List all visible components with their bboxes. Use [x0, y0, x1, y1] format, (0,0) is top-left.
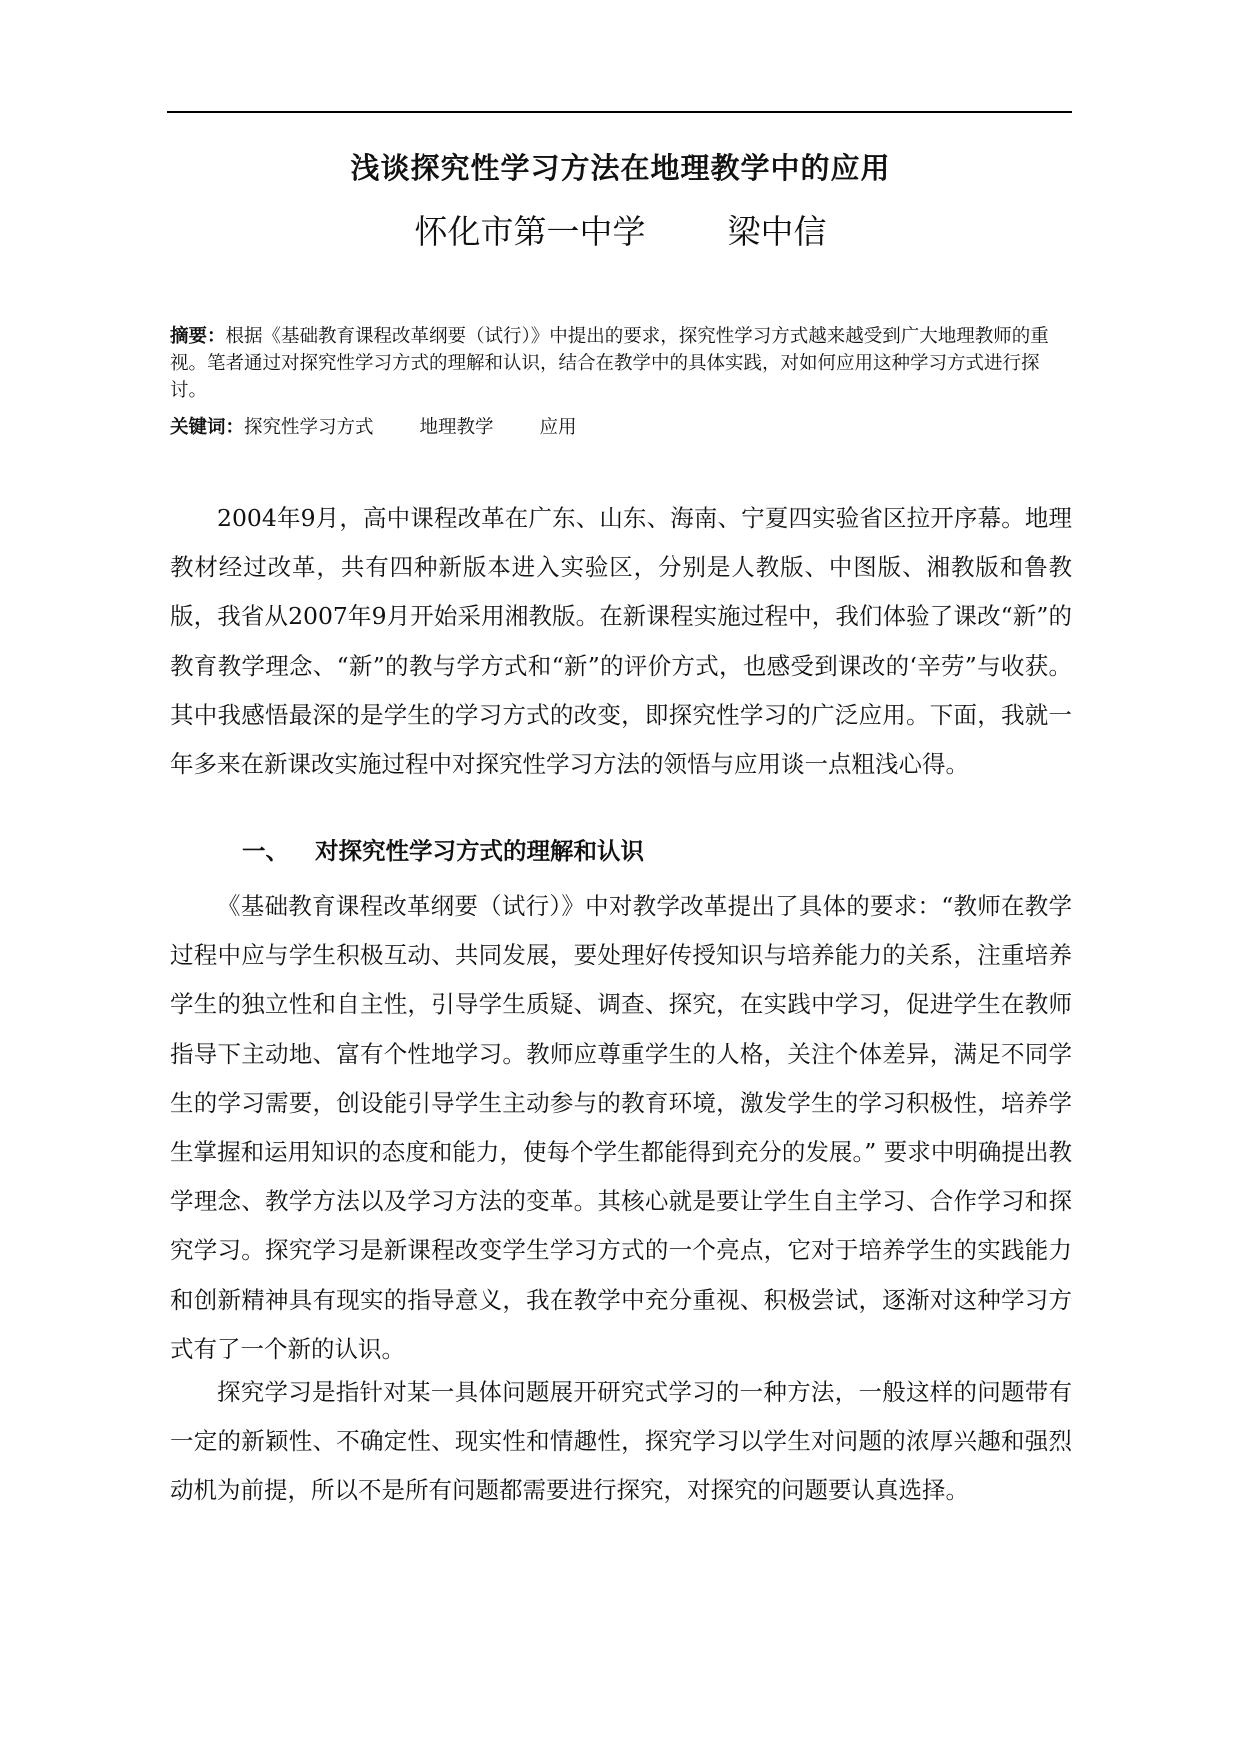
school-name: 怀化市第一中学 [414, 212, 646, 251]
abstract [170, 323, 1072, 404]
keyword-item: 探究性学习方式 [244, 417, 374, 438]
keywords-label: 关键词： [170, 417, 245, 438]
document-title: 浅谈探究性学习方法在地理教学中的应用 [350, 151, 891, 185]
body-paragraph: 探究学习是指针对某一具体问题展开研究式学习的一种方法，一般这样的问题带有一定的新颖性、不确定性、现实性和情趣性，探究学习以学生对问题的浓厚兴趣和强烈动机为前提，所以不是所有问题都需要进行探究，对探究的问题要认真选择。 [170, 1378, 1072, 1505]
author-name: 梁中信 [727, 212, 827, 251]
section-heading [242, 836, 644, 866]
body-paragraph: 《基础教育课程改革纲要（试行）》中对教学改革提出了具体的要求：“教师在教学过程中应与学生积极互动、共同发展，要处理好传授知识与培养能力的关系，注重培养学生的独立性和自主性，引导学生质疑、调查、探究，在实践中学习，促进学生在教师指导下主动地、富有个性地学习。教师应尊重学生的人格，关注个体差异，满足不同学生的学习需要，创设能引导学生主动参与的教育环境，激发学生的学习积极性，培养学生掌握和运用知识的态度和能力，使每个学生都能得到充分的发展。” 要求中明确提出教学理念、教学方法以及学习方法的变革。其核心就是要让学生自主学习、合作学习和探究学习。探究学习是新课程改变学生学习方式的一个亮点，它对于培养学生的实践能力和创新精神具有现实的指导意义，我在教学中充分重视、积极尝试，逐渐对这种学习方式有了一个新的认识。 [170, 892, 1072, 1363]
abstract-label: 摘要： [170, 326, 226, 347]
keyword-item: 应用 [539, 417, 577, 438]
keyword-item: 地理教学 [419, 417, 494, 438]
header-rule [167, 111, 1072, 113]
keywords [170, 414, 1072, 441]
section-number: 一、 [242, 837, 289, 865]
body-paragraph: 2004年9月，高中课程改革在广东、山东、海南、宁夏四实验省区拉开序幕。地理教材经过改革，共有四种新版本进入实验区，分别是人教版、中图版、湘教版和鲁教版，我省从2007年9月开始采用湘教版。在新课程实施过程中，我们体验了课改“新”的教育教学理念、“新”的教与学方式和“新”的评价方式，也感受到课改的‘辛劳”与收获。其中我感悟最深的是学生的学习方式的改变，即探究性学习的广泛应用。下面，我就一年多来在新课改实施过程中对探究性学习方法的领悟与应用谈一点粗浅心得。 [170, 504, 1072, 779]
section-title: 对探究性学习方式的理解和认识 [315, 837, 644, 865]
abstract-text: 根据《基础教育课程改革纲要（试行）》中提出的要求，探究性学习方式越来越受到广大地理教师的重视。笔者通过对探究性学习方式的理解和认识，结合在教学中的具体实践，对如何应用这种学习方式进行探讨。 [170, 326, 1049, 401]
author-line [0, 206, 1241, 253]
